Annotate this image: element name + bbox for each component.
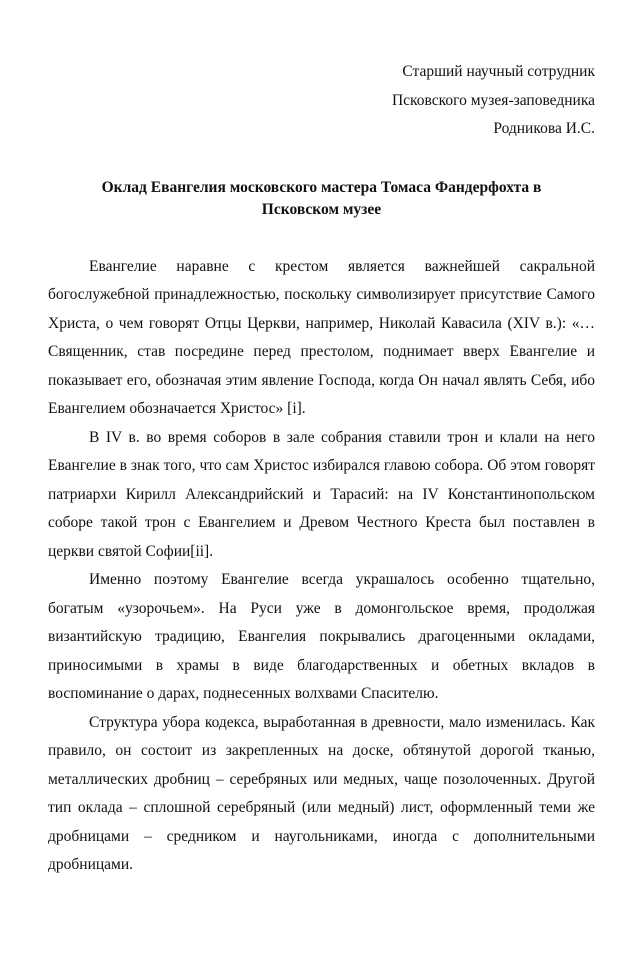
paragraph-2: В IV в. во время соборов в зале собрания ставили трон и клали на него Евангелие в знак того, что сам Христос избирался главою собора. Об этом говорят патриархи Кирилл Александрийский и Тарасий: на IV Константинопольском соборе такой трон с Евангелием и Древом Честного Креста был поставлен в церкви святой Софии[ii]. [48, 428, 595, 560]
paragraph-4: Структура убора кодекса, выработанная в древности, мало изменилась. Как правило, он состоит из закрепленных на доске, обтянутой дорогой тканью, металлических дробниц – серебряных или медных, чаще позолоченных. Другой тип оклада – сплошной серебряный (или медный) лист, оформленный теми же дробницами – средником и наугольниками, иногда с дополнительными дробницами. [48, 713, 595, 873]
author-position: Старший научный сотрудник [402, 63, 595, 80]
paragraph-3: Именно поэтому Евангелие всегда украшалось особенно тщательно, богатым «узорочьем». На Руси уже в домонгольское время, продолжая византийскую традицию, Евангелия покрывались драгоценными окладами, приносимыми в храмы в виде благодарственных и обетных вкладов в воспоминание о дарах, поднесенных волхвами Спасителю. [48, 571, 595, 702]
document-page [48, 58, 595, 880]
article-body [48, 253, 595, 880]
author-block [48, 58, 595, 144]
paragraph-1: Евангелие наравне с крестом является важнейшей сакральной богослужебной принадлежностью, поскольку символизирует присутствие Самого Христа, о чем говорят Отцы Церкви, например, Николай Кавасила (XIV в.): «… Священник, став посредине перед престолом, поднимает вверх Евангелие и показывает его, обозначая этим явление Господа, когда Он начал являть Себя, ибо Евангелием обозначается Христос» [i]. [48, 257, 595, 417]
article-title: Оклад Евангелия московского мастера Томаса Фандерфохта в Псковском музее [101, 178, 542, 218]
author-institution: Псковского музея-заповедника [391, 91, 595, 109]
author-name: Родникова И.С. [493, 120, 595, 137]
